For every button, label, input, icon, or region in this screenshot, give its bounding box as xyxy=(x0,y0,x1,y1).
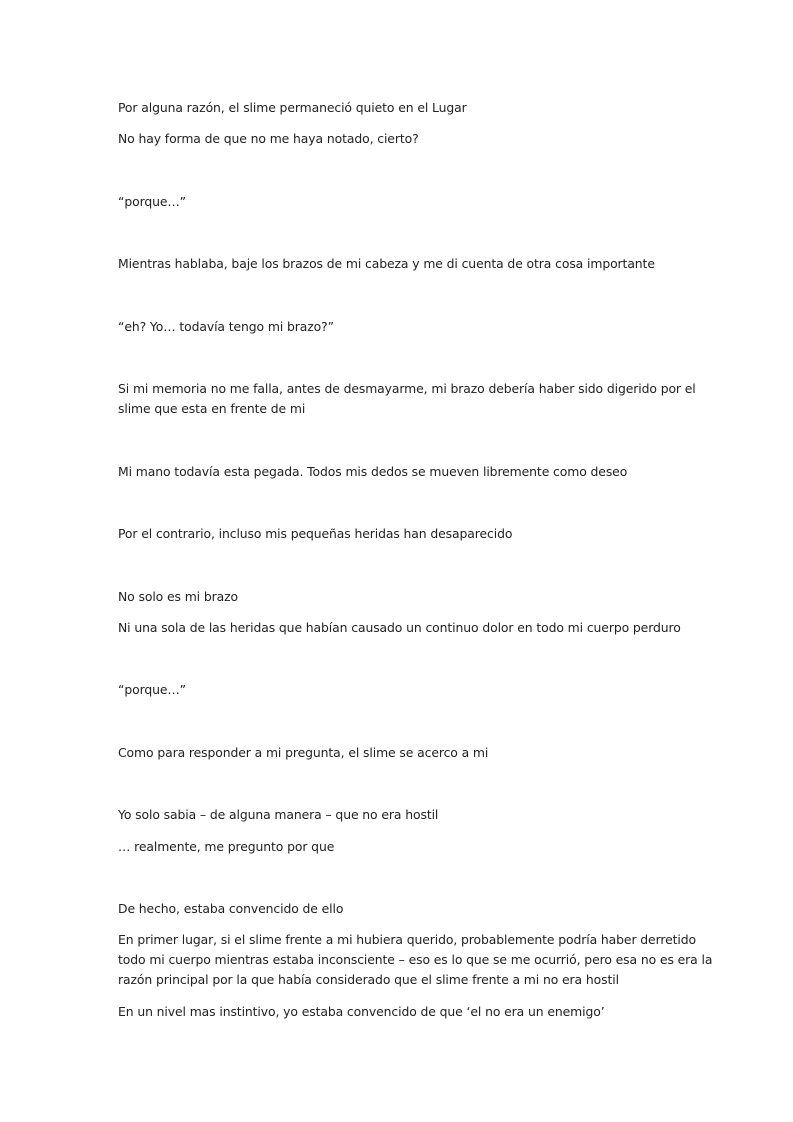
paragraph-17: En un nivel mas instintivo, yo estaba convencido de que ‘el no era un enemigo’ xyxy=(118,1004,605,1019)
paragraph-5: “eh? Yo… todavía tengo mi brazo?” xyxy=(118,319,334,334)
paragraph-7: Mi mano todavía esta pegada. Todos mis dedos se mueven libremente como deseo xyxy=(118,464,628,479)
paragraph-8: Por el contrario, incluso mis pequeñas heridas han desaparecido xyxy=(118,526,513,541)
paragraph-11: “porque…” xyxy=(118,682,186,697)
paragraph-16: En primer lugar, si el slime frente a mi hubiera querido, probablemente podría haber derretido todo mi cuerpo mientras estaba inconsciente – eso es lo que se me ocurrió, pero esa no es era la razón principal por la que había considerado que el slime frente a mi no era hostil xyxy=(118,932,713,987)
paragraph-1: Por alguna razón, el slime permaneció quieto en el Lugar xyxy=(118,100,467,115)
paragraph-14: … realmente, me pregunto por que xyxy=(118,839,335,854)
paragraph-2: No hay forma de que no me haya notado, cierto? xyxy=(118,131,419,146)
paragraph-9: No solo es mi brazo xyxy=(118,589,238,604)
paragraph-10: Ni una sola de las heridas que habían causado un continuo dolor en todo mi cuerpo perduro xyxy=(118,620,681,635)
paragraph-12: Como para responder a mi pregunta, el slime se acerco a mi xyxy=(118,745,489,760)
paragraph-3: “porque…” xyxy=(118,194,186,209)
paragraph-13: Yo solo sabia – de alguna manera – que no era hostil xyxy=(118,807,439,822)
paragraph-6: Si mi memoria no me falla, antes de desmayarme, mi brazo debería haber sido digerido por el slime que esta en frente de mi xyxy=(118,381,696,416)
paragraph-15: De hecho, estaba convencido de ello xyxy=(118,901,344,916)
paragraph-4: Mientras hablaba, baje los brazos de mi cabeza y me di cuenta de otra cosa importante xyxy=(118,256,655,271)
